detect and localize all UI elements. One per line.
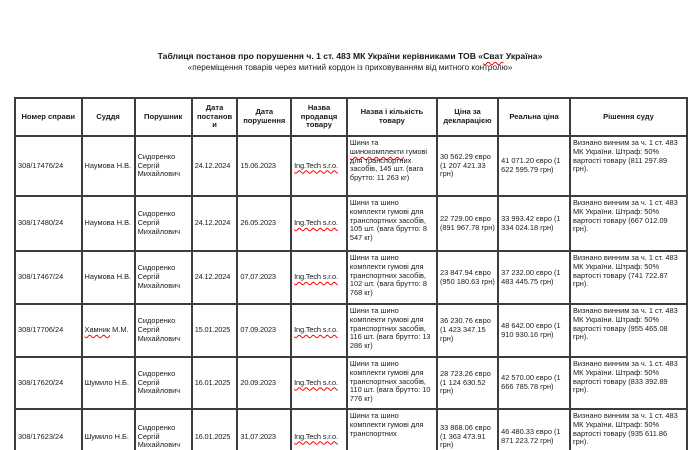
cell-judge: Наумова Н.В. (82, 196, 135, 251)
cell-violation-date: 15.06.2023 (237, 136, 291, 196)
cell-seller-name (291, 136, 347, 196)
column-header-case-number: Номер справи (15, 98, 82, 136)
cell-violation-date: 20.09.2023 (237, 357, 291, 409)
cell-judge: Шумило Н.Б. (82, 409, 135, 450)
cell-seller-name (291, 304, 347, 357)
cell-offender: Сидоренко Сергій Михайлович (135, 357, 192, 409)
column-header-real-price: Реальна ціна (498, 98, 570, 136)
cell-offender: Сидоренко Сергій Михайлович (135, 304, 192, 357)
table-row (15, 251, 687, 304)
cell-seller-name (291, 357, 347, 409)
cell-decision-date: 24.12.2024 (192, 196, 238, 251)
misspelled-word: Ing.Tech s.r.o. (294, 160, 338, 170)
page-title: Таблиця постанов про порушення ч. 1 ст. 483 МК України керівниками ТОВ «Сват Україна» (157, 51, 543, 61)
misspelled-word: Сват (483, 51, 504, 61)
column-header-declared-price: Ціна за декларацією (437, 98, 498, 136)
page-subtitle: «переміщення товарів через митний кордон із приховуванням від митного контролю» (187, 63, 513, 72)
rulings-table (14, 97, 688, 450)
cell-seller-name (291, 251, 347, 304)
cell-case-number: 308/17620/24 (15, 357, 82, 409)
cell-real-price: 46 480.33 євро (1 871 223.72 грн) (498, 409, 570, 450)
cell-goods-description: Шини та шино комплекти гумові для транспортних засобів, 116 шт. (вага брутто: 13 286 кг) (347, 304, 437, 357)
cell-offender: Сидоренко Сергій Михайлович (135, 409, 192, 450)
column-header-seller-name: Назва продавця товару (291, 98, 347, 136)
cell-violation-date: 31.07.2023 (237, 409, 291, 450)
cell-judge: Наумова Н.В. (82, 136, 135, 196)
table-row (15, 196, 687, 251)
column-header-judge: Суддя (82, 98, 135, 136)
cell-goods-description: Шини та шино комплекти гумові для транспортних (347, 409, 437, 450)
cell-goods-description: Шини та шинокомплекти гумові для транспортних засобів, 145 шт. (вага брутто: 11 263 кг) (347, 136, 437, 196)
cell-declared-price: 36 230.76 євро (1 423 347.15 грн) (437, 304, 498, 357)
cell-offender: Сидоренко Сергій Михайлович (135, 136, 192, 196)
cell-decision-date: 16.01.2025 (192, 409, 238, 450)
cell-goods-description: Шини та шино комплекти гумові для транспортних засобів, 102 шт. (вага брутто: 8 768 кг) (347, 251, 437, 304)
misspelled-word: Ing.Tech s.r.o. (294, 377, 338, 387)
cell-court-decision: Визнано винним за ч. 1 ст. 483 МК України. Штраф: 50% вартості товару (741 722.87 грн). (570, 251, 687, 304)
cell-declared-price: 33 868.06 євро (1 363 473.91 грн) (437, 409, 498, 450)
misspelled-word: Ing.Tech s.r.o. (294, 325, 338, 335)
cell-real-price: 41 071.20 євро (1 622 595.79 грн) (498, 136, 570, 196)
cell-real-price: 33 993.42 євро (1 334 024.18 грн) (498, 196, 570, 251)
cell-seller-name (291, 409, 347, 450)
cell-offender: Сидоренко Сергій Михайлович (135, 251, 192, 304)
cell-real-price: 48 642.00 євро (1 910 930.16 грн) (498, 304, 570, 357)
column-header-court-decision: Рішення суду (570, 98, 687, 136)
cell-decision-date: 16.01.2025 (192, 357, 238, 409)
table-row (15, 357, 687, 409)
cell-case-number: 308/17480/24 (15, 196, 82, 251)
cell-judge: Шумило Н.Б. (82, 357, 135, 409)
cell-court-decision: Визнано винним за ч. 1 ст. 483 МК України. Штраф: 50% вартості товару (955 465.08 грн). (570, 304, 687, 357)
cell-violation-date: 26.05.2023 (237, 196, 291, 251)
column-header-decision-date: Дата постанови (192, 98, 238, 136)
column-header-goods-description: Назва і кількість товару (347, 98, 437, 136)
column-header-violation-date: Дата порушення (237, 98, 291, 136)
cell-court-decision: Визнано винним за ч. 1 ст. 483 МК України. Штраф: 50% вартості товару (833 392.89 грн). (570, 357, 687, 409)
column-header-offender: Порушник (135, 98, 192, 136)
cell-declared-price: 30 562.29 євро (1 207 421.33 грн) (437, 136, 498, 196)
cell-case-number: 308/17623/24 (15, 409, 82, 450)
cell-case-number: 308/17476/24 (15, 136, 82, 196)
cell-offender: Сидоренко Сергій Михайлович (135, 196, 192, 251)
cell-judge: Наумова Н.В. (82, 251, 135, 304)
cell-decision-date: 24.12.2024 (192, 251, 238, 304)
document-header (0, 0, 700, 73)
misspelled-word: Ing.Tech s.r.o. (294, 272, 338, 282)
misspelled-word: Ing.Tech s.r.o. (294, 431, 338, 441)
misspelled-word: Хамник (84, 325, 111, 335)
cell-declared-price: 28 723.26 євро (1 124 630.52 грн) (437, 357, 498, 409)
cell-decision-date: 15.01.2025 (192, 304, 238, 357)
cell-violation-date: 07.07.2023 (237, 251, 291, 304)
cell-goods-description: Шини та шино комплекти гумові для транспортних засобів, 105 шт. (вага брутто: 8 547 кг) (347, 196, 437, 251)
table-row (15, 409, 687, 450)
table-row (15, 136, 687, 196)
cell-decision-date: 24.12.2024 (192, 136, 238, 196)
misspelled-word: шинокомплекти (349, 146, 404, 156)
cell-case-number: 308/17467/24 (15, 251, 82, 304)
cell-declared-price: 22 729.00 євро (891 967.78 грн) (437, 196, 498, 251)
cell-case-number: 308/17706/24 (15, 304, 82, 357)
cell-violation-date: 07.09.2023 (237, 304, 291, 357)
cell-court-decision: Визнано винним за ч. 1 ст. 483 МК України. Штраф: 50% вартості товару (811 297.89 грн). (570, 136, 687, 196)
cell-goods-description: Шини та шино комплекти гумові для транспортних засобів, 110 шт. (вага брутто: 10 776 кг) (347, 357, 437, 409)
cell-real-price: 42 570.00 євро (1 666 785.78 грн) (498, 357, 570, 409)
cell-judge: Хамник М.М. (82, 304, 135, 357)
misspelled-word: Ing.Tech s.r.o. (294, 218, 338, 228)
table-body (15, 136, 687, 450)
cell-declared-price: 23 847.94 євро (950 180.63 грн) (437, 251, 498, 304)
table-row (15, 304, 687, 357)
cell-court-decision: Визнано винним за ч. 1 ст. 483 МК України. Штраф: 50% вартості товару (935 611.86 грн). (570, 409, 687, 450)
cell-real-price: 37 232.00 євро (1 483 445.75 грн) (498, 251, 570, 304)
cell-seller-name (291, 196, 347, 251)
cell-court-decision: Визнано винним за ч. 1 ст. 483 МК України. Штраф: 50% вартості товару (667 012.09 грн). (570, 196, 687, 251)
table-header-row (15, 98, 687, 136)
